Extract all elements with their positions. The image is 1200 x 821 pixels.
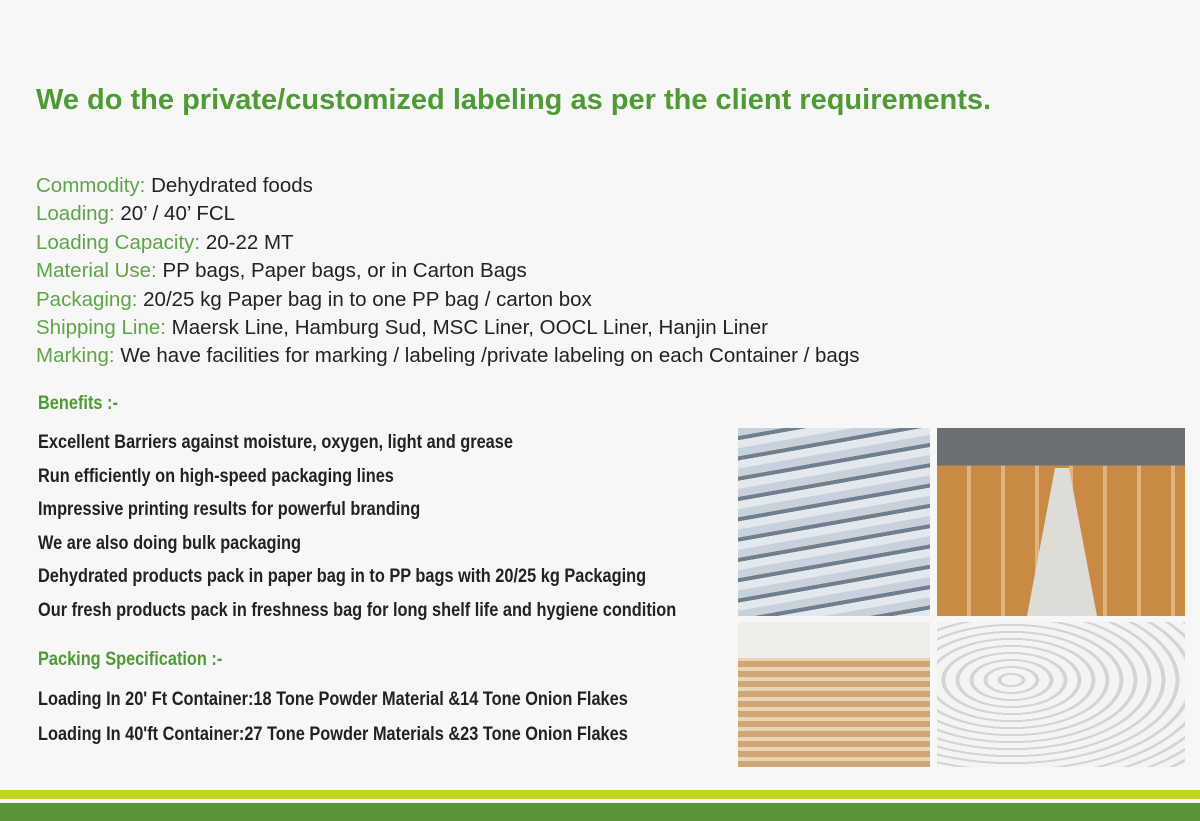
photo-white-pp-bags xyxy=(937,622,1185,767)
benefits-list xyxy=(38,426,780,628)
list-item: Loading In 20' Ft Container:18 Tone Powder Material &14 Tone Onion Flakes xyxy=(38,689,628,710)
spec-label: Packaging: xyxy=(36,287,138,311)
spec-value: Dehydrated foods xyxy=(151,174,313,197)
spec-loading xyxy=(36,200,859,228)
spec-material-use xyxy=(36,257,859,285)
spec-commodity xyxy=(36,172,859,200)
benefits-heading: Benefits :- xyxy=(38,393,118,414)
spec-value: Maersk Line, Hamburg Sud, MSC Liner, OOCL Liner, Hanjin Liner xyxy=(171,316,768,340)
spec-packaging xyxy=(36,286,859,314)
list-item: We are also doing bulk packaging xyxy=(38,532,302,554)
spec-shipping-line xyxy=(36,314,859,342)
spec-list xyxy=(36,172,859,371)
list-item: Dehydrated products pack in paper bag in to PP bags with 20/25 kg Packaging xyxy=(38,566,647,588)
spec-loading-capacity xyxy=(36,229,859,257)
spec-value: We have facilities for marking / labeling /private labeling on each Container / bags xyxy=(120,344,860,368)
list-item: Impressive printing results for powerful branding xyxy=(38,499,421,521)
spec-label: Marking: xyxy=(36,344,115,368)
footer-bar-light xyxy=(0,790,1200,799)
spec-label: Loading Capacity: xyxy=(36,230,201,254)
list-item: Excellent Barriers against moisture, oxygen, light and grease xyxy=(38,432,513,453)
photo-paper-bag-stacks xyxy=(738,622,930,767)
packing-list xyxy=(38,682,724,752)
spec-label: Loading: xyxy=(36,202,115,226)
page-title: We do the private/customized labeling as per the client requirements. xyxy=(36,84,992,116)
photo-foil-bags xyxy=(738,428,930,616)
list-item: Our fresh products pack in freshness bag for long shelf life and hygiene condition xyxy=(38,599,677,621)
footer-bar-dark xyxy=(0,803,1200,821)
spec-value: 20/25 kg Paper bag in to one PP bag / carton box xyxy=(143,287,592,311)
photo-carton-warehouse xyxy=(937,428,1185,616)
spec-value: PP bags, Paper bags, or in Carton Bags xyxy=(162,259,527,283)
list-item: Run efficiently on high-speed packaging lines xyxy=(38,465,394,487)
spec-value: 20-22 MT xyxy=(205,230,294,254)
spec-label: Material Use: xyxy=(36,259,157,283)
spec-label: Shipping Line: xyxy=(36,316,166,340)
spec-label: Commodity: xyxy=(36,174,146,197)
list-item: Loading In 40'ft Container:27 Tone Powder Materials &23 Tone Onion Flakes xyxy=(38,724,628,745)
spec-marking xyxy=(36,342,859,370)
spec-value: 20’ / 40’ FCL xyxy=(120,202,236,226)
packing-heading: Packing Specification :- xyxy=(38,649,223,670)
